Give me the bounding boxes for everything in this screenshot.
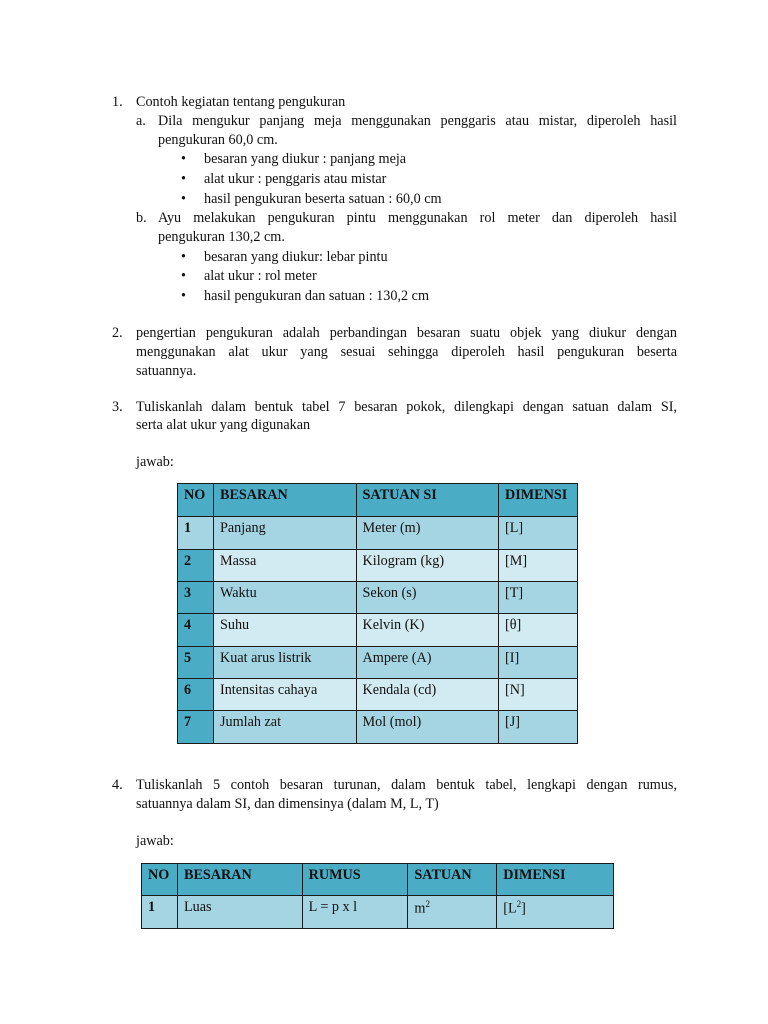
bullet-dot: • (181, 191, 186, 207)
q4-line2: satuannya dalam SI, dan dimensinya (dalam M, L, T) (136, 796, 439, 812)
table-row (178, 679, 578, 711)
table-row (178, 711, 578, 744)
header-rumus: RUMUS (302, 864, 408, 896)
cell-no: 1 (178, 517, 214, 550)
cell-besaran: Luas (177, 896, 302, 929)
q3-number: 3. (112, 399, 123, 415)
besaran-turunan-table (141, 863, 614, 929)
table-row (142, 896, 614, 929)
table-row (178, 582, 578, 614)
cell-satuan: Sekon (s) (356, 582, 498, 614)
q2-line3: satuannya. (136, 363, 197, 379)
q4-number: 4. (112, 777, 123, 793)
cell-satuan: Kilogram (kg) (356, 550, 498, 582)
cell-satuan: Kelvin (K) (356, 614, 498, 647)
dimensi-close: ] (521, 900, 526, 917)
cell-besaran: Jumlah zat (213, 711, 356, 744)
dimensi-exponent: 2 (516, 899, 522, 909)
cell-dimensi: [N] (499, 679, 578, 711)
table-header-row (142, 864, 614, 896)
q1b-bullet-3: hasil pengukuran dan satuan : 130,2 cm (204, 288, 429, 304)
cell-besaran: Kuat arus listrik (213, 647, 356, 679)
cell-besaran: Waktu (213, 582, 356, 614)
table-row (178, 550, 578, 582)
cell-no: 2 (178, 550, 214, 582)
cell-besaran: Massa (213, 550, 356, 582)
cell-no: 4 (178, 614, 214, 647)
cell-no: 5 (178, 647, 214, 679)
cell-satuan (408, 896, 497, 929)
q1-number: 1. (112, 94, 123, 110)
q1a-line1: Dila mengukur panjang meja menggunakan penggaris atau mistar, diperoleh hasil (158, 113, 677, 129)
q1a-label: a. (136, 113, 146, 129)
q1a-bullet-1: besaran yang diukur : panjang meja (204, 151, 407, 167)
q4-line1: Tuliskanlah 5 contoh besaran turunan, dalam bentuk tabel, lengkapi dengan rumus, (136, 777, 677, 793)
bullet-dot: • (181, 171, 186, 187)
q1-title: Contoh kegiatan tentang pengukuran (136, 94, 346, 110)
q3-line2: serta alat ukur yang digunakan (136, 417, 311, 433)
cell-dimensi (497, 896, 614, 929)
satuan-base: m (414, 900, 426, 917)
header-satuan-si: SATUAN SI (356, 484, 498, 517)
header-besaran: BESARAN (213, 484, 356, 517)
table-row (178, 517, 578, 550)
q1b-bullet-1: besaran yang diukur: lebar pintu (204, 249, 388, 265)
cell-satuan: Meter (m) (356, 517, 498, 550)
bullet-dot: • (181, 288, 186, 304)
bullet-dot: • (181, 249, 186, 265)
table-row (178, 614, 578, 647)
dimensi-open: [L (503, 900, 517, 917)
header-no: NO (178, 484, 214, 517)
cell-dimensi: [L] (499, 517, 578, 550)
q1b-label: b. (136, 210, 147, 226)
satuan-exponent: 2 (425, 899, 430, 909)
q4-jawab: jawab: (136, 833, 174, 849)
cell-dimensi: [θ] (499, 614, 578, 647)
cell-besaran: Panjang (213, 517, 356, 550)
cell-satuan: Mol (mol) (356, 711, 498, 744)
cell-satuan: Ampere (A) (356, 647, 498, 679)
q1b-bullet-2: alat ukur : rol meter (204, 268, 317, 284)
q2-number: 2. (112, 325, 123, 341)
table-row (178, 647, 578, 679)
cell-satuan: Kendala (cd) (356, 679, 498, 711)
cell-dimensi: [M] (499, 550, 578, 582)
header-dimensi: DIMENSI (497, 864, 614, 896)
header-no: NO (142, 864, 178, 896)
cell-dimensi: [I] (499, 647, 578, 679)
cell-no: 1 (142, 896, 178, 929)
cell-no: 3 (178, 582, 214, 614)
header-dimensi: DIMENSI (499, 484, 578, 517)
q1b-line1: Ayu melakukan pengukuran pintu menggunakan rol meter dan diperoleh hasil (158, 210, 677, 226)
bullet-dot: • (181, 268, 186, 284)
q1b-line2: pengukuran 130,2 cm. (158, 229, 285, 245)
cell-no: 6 (178, 679, 214, 711)
bullet-dot: • (181, 151, 186, 167)
cell-besaran: Suhu (213, 614, 356, 647)
header-satuan: SATUAN (408, 864, 497, 896)
header-besaran: BESARAN (177, 864, 302, 896)
besaran-pokok-table (177, 483, 578, 744)
cell-besaran: Intensitas cahaya (213, 679, 356, 711)
q3-line1: Tuliskanlah dalam bentuk tabel 7 besaran pokok, dilengkapi dengan satuan dalam SI, (136, 399, 677, 415)
q3-jawab: jawab: (136, 454, 174, 470)
table-header-row (178, 484, 578, 517)
q2-line1: pengertian pengukuran adalah perbandingan besaran suatu objek yang diukur dengan (136, 325, 677, 341)
cell-rumus: L = p x l (302, 896, 408, 929)
cell-dimensi: [J] (499, 711, 578, 744)
q1a-bullet-2: alat ukur : penggaris atau mistar (204, 171, 387, 187)
q2-line2: menggunakan alat ukur yang sesuai sehingga diperoleh hasil pengukuran beserta (136, 344, 677, 360)
q1a-line2: pengukuran 60,0 cm. (158, 132, 278, 148)
q1a-bullet-3: hasil pengukuran beserta satuan : 60,0 cm (204, 191, 442, 207)
cell-dimensi: [T] (499, 582, 578, 614)
cell-no: 7 (178, 711, 214, 744)
